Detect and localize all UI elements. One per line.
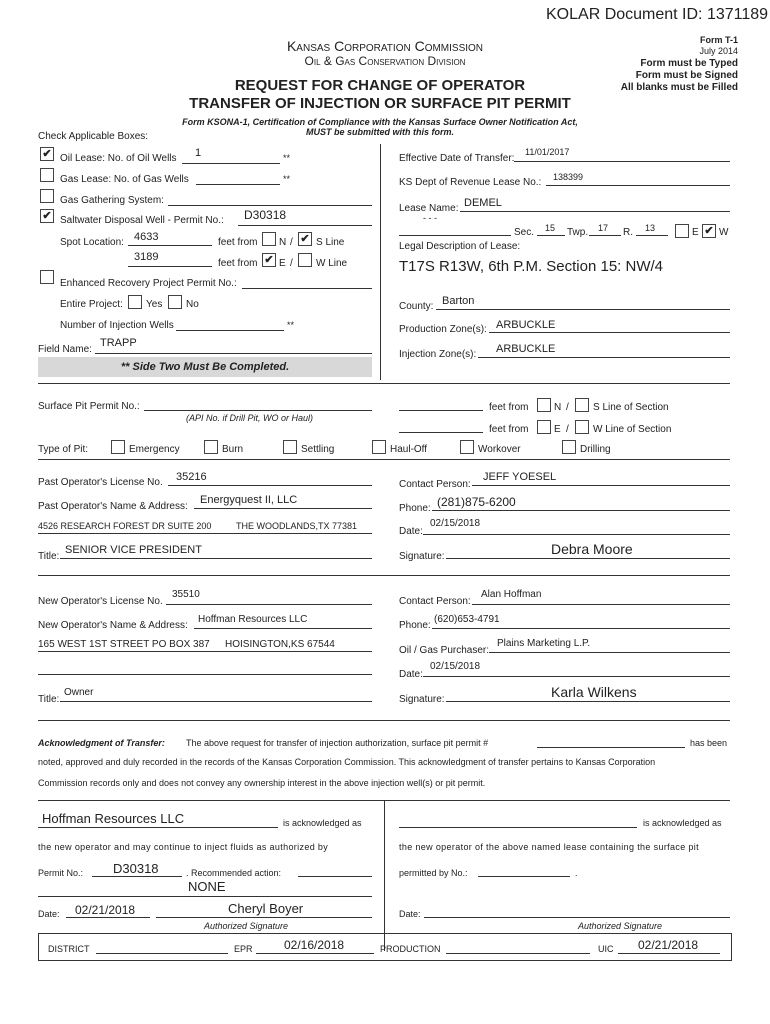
new-license-label: New Operator's License No. xyxy=(38,596,163,607)
pit-north-label: N xyxy=(554,402,562,413)
ack-operator-name[interactable]: Hoffman Resources LLC xyxy=(42,811,185,826)
pit-burn-label: Burn xyxy=(222,444,244,455)
past-phone-value[interactable]: (281)875-6200 xyxy=(437,495,516,509)
pit-east-label: E xyxy=(554,424,561,435)
gas-wells-note: ** xyxy=(283,174,291,184)
new-contact-value[interactable]: Alan Hoffman xyxy=(481,589,542,600)
ack-date-value[interactable]: 02/21/2018 xyxy=(75,903,136,917)
new-city[interactable]: HOISINGTON,KS 67544 xyxy=(225,639,335,650)
township-label: Twp. xyxy=(567,227,589,238)
past-phone-label: Phone: xyxy=(399,503,431,514)
past-signature-label: Signature: xyxy=(399,551,445,562)
field-name-value[interactable]: TRAPP xyxy=(100,337,137,349)
pit-settling-label: Settling xyxy=(301,444,335,455)
purchaser-label: Oil / Gas Purchaser: xyxy=(399,645,490,656)
spot-ew-feet[interactable]: 3189 xyxy=(134,251,159,263)
district-label: DISTRICT xyxy=(48,944,90,954)
gas-lease-checkbox[interactable] xyxy=(40,168,54,182)
pit-hauloff-checkbox[interactable] xyxy=(372,440,386,454)
range-east-checkbox[interactable] xyxy=(675,224,689,238)
past-city[interactable]: THE WOODLANDS,TX 77381 xyxy=(236,521,358,531)
ack-right-text: the new operator of the above named lease containing the surface pit xyxy=(399,842,699,852)
past-contact-label: Contact Person: xyxy=(399,479,471,490)
past-name-label: Past Operator's Name & Address: xyxy=(38,501,188,512)
division-name: Oil & Gas Conservation Division xyxy=(304,54,466,68)
ack-signer[interactable]: Cheryl Boyer xyxy=(228,901,304,916)
new-date-value[interactable]: 02/15/2018 xyxy=(430,661,481,672)
ack-has-been: has been xyxy=(690,738,728,748)
section-divider xyxy=(380,144,381,380)
ack-permit-value[interactable]: D30318 xyxy=(113,861,159,876)
ack-left-text: the new operator and may continue to inject fluids as authorized by xyxy=(38,842,329,852)
oil-lease-label: Oil Lease: No. of Oil Wells xyxy=(60,153,177,164)
east-label: E xyxy=(279,258,286,269)
production-zone-label: Production Zone(s): xyxy=(399,324,487,335)
pit-drilling-checkbox[interactable] xyxy=(562,440,576,454)
side-two-note: ** Side Two Must Be Completed. xyxy=(120,361,290,373)
form-title-2: TRANSFER OF INJECTION OR SURFACE PIT PERMIT xyxy=(189,95,571,112)
injection-wells-label: Number of Injection Wells xyxy=(60,320,174,331)
west-checkbox[interactable] xyxy=(298,253,312,267)
pit-permit-label: Surface Pit Permit No.: xyxy=(38,401,140,412)
section-rule xyxy=(38,720,730,721)
ksona-note-1: Form KSONA-1, Certification of Compliance with the Kansas Surface Owner Notification Act, xyxy=(182,117,578,127)
pit-west-label: W Line of Section xyxy=(593,424,672,435)
ack-text-3: Commission records only and does not convey any ownership interest in the above injection well(s) or pit permit. xyxy=(38,778,486,788)
legal-description-value[interactable]: T17S R13W, 6th P.M. Section 15: NW/4 xyxy=(399,258,664,275)
past-license-label: Past Operator's License No. xyxy=(38,477,163,488)
lease-name-value[interactable]: DEMEL xyxy=(464,197,502,209)
new-phone-value[interactable]: (620)653-4791 xyxy=(434,614,500,625)
pit-north-checkbox[interactable] xyxy=(537,398,551,412)
lease-name-label: Lease Name: xyxy=(399,203,459,214)
effective-date-value[interactable]: 11/01/2017 xyxy=(525,147,570,157)
epr-date[interactable]: 02/16/2018 xyxy=(284,938,345,952)
new-name-value[interactable]: Hoffman Resources LLC xyxy=(198,614,308,625)
ack-date-label: Date: xyxy=(38,909,60,919)
past-date-label: Date: xyxy=(399,526,423,537)
ack-permitted-by-label: permitted by No.: xyxy=(399,868,468,878)
new-license-value[interactable]: 35510 xyxy=(172,589,200,600)
range-west-checkbox[interactable]: ✔ xyxy=(702,224,716,238)
api-note: (API No. if Drill Pit, WO or Haul) xyxy=(186,413,314,423)
pit-emergency-checkbox[interactable] xyxy=(111,440,125,454)
requirement-filled: All blanks must be Filled xyxy=(620,82,738,93)
pit-emergency-label: Emergency xyxy=(129,444,180,455)
gas-lease-label: Gas Lease: No. of Gas Wells xyxy=(60,174,189,185)
north-label: N xyxy=(279,237,287,248)
pit-type-label: Type of Pit: xyxy=(38,444,89,455)
injection-zone-value[interactable]: ARBUCKLE xyxy=(496,343,556,355)
new-date-label: Date: xyxy=(399,669,423,680)
pit-west-checkbox[interactable] xyxy=(575,420,589,434)
pit-feet-from-ns: feet from xyxy=(489,402,529,413)
effective-date-label: Effective Date of Transfer: xyxy=(399,153,515,164)
pit-workover-label: Workover xyxy=(478,444,521,455)
south-checkbox[interactable]: ✔ xyxy=(298,232,312,246)
swd-label: Saltwater Disposal Well - Permit No.: xyxy=(60,215,224,226)
ack-period: . xyxy=(575,868,578,878)
range-label: R. xyxy=(623,227,633,238)
pit-hauloff-label: Haul-Off xyxy=(390,444,428,455)
document-id: KOLAR Document ID: 1371189 xyxy=(546,6,769,23)
ack-recommended-action[interactable]: NONE xyxy=(188,879,226,894)
new-title-value[interactable]: Owner xyxy=(64,687,94,698)
new-address[interactable]: 165 WEST 1ST STREET PO BOX 387 xyxy=(38,639,210,650)
county-value[interactable]: Barton xyxy=(442,295,475,307)
past-address[interactable]: 4526 RESEARCH FOREST DR SUITE 200 xyxy=(38,521,212,531)
slash: / xyxy=(290,258,293,269)
pit-east-checkbox[interactable] xyxy=(537,420,551,434)
check-boxes-label: Check Applicable Boxes: xyxy=(38,131,149,142)
north-checkbox[interactable] xyxy=(262,232,276,246)
past-title-label: Title: xyxy=(38,551,60,562)
no-label: No xyxy=(186,299,199,310)
spot-ns-feet[interactable]: 4633 xyxy=(134,231,159,243)
form-title-1: REQUEST FOR CHANGE OF OPERATOR xyxy=(234,77,526,94)
ksdor-label: KS Dept of Revenue Lease No.: xyxy=(399,177,542,188)
past-license-value[interactable]: 35216 xyxy=(176,471,207,483)
requirement-typed: Form must be Typed xyxy=(640,58,738,69)
township-value[interactable]: 17 xyxy=(598,223,609,233)
erp-label: Enhanced Recovery Project Permit No.: xyxy=(60,278,237,289)
epr-label: EPR xyxy=(234,944,253,954)
past-signature-value[interactable]: Debra Moore xyxy=(551,541,633,557)
west-line-label: W Line xyxy=(316,258,348,269)
entire-project-no-checkbox[interactable] xyxy=(168,295,182,309)
past-title-value[interactable]: SENIOR VICE PRESIDENT xyxy=(65,544,202,556)
new-title-label: Title: xyxy=(38,694,60,705)
pit-south-label: S Line of Section xyxy=(593,402,669,413)
new-signature-label: Signature: xyxy=(399,694,445,705)
form-date: July 2014 xyxy=(699,46,738,56)
entire-project-label: Entire Project: xyxy=(60,299,123,310)
east-checkbox[interactable]: ✔ xyxy=(262,253,276,267)
ksdor-value[interactable]: 138399 xyxy=(553,172,584,182)
new-phone-label: Phone: xyxy=(399,620,431,631)
section-label: Sec. xyxy=(514,227,535,238)
uic-date[interactable]: 02/21/2018 xyxy=(638,938,699,952)
gas-gathering-checkbox[interactable] xyxy=(40,189,54,203)
ack-text-2: noted, approved and duly recorded in the records of the Kansas Corporation Commission. This acknowledgment of transfer pertains to Kansas Corporation xyxy=(38,757,656,767)
ksona-note-2: MUST be submitted with this form. xyxy=(306,127,454,137)
injection-wells-note: ** xyxy=(287,320,295,330)
ack-divider xyxy=(384,801,385,951)
ack-right-date-label: Date: xyxy=(399,909,421,919)
new-name-label: New Operator's Name & Address: xyxy=(38,620,188,631)
legal-description-label: Legal Description of Lease: xyxy=(399,241,521,252)
pit-feet-from-ew: feet from xyxy=(489,424,529,435)
ack-auth-sig-left: Authorized Signature xyxy=(204,921,289,931)
entire-project-yes-checkbox[interactable] xyxy=(128,295,142,309)
gas-gathering-label: Gas Gathering System: xyxy=(60,195,164,206)
spot-location-label: Spot Location: xyxy=(60,237,124,248)
south-line-label: S Line xyxy=(316,237,345,248)
new-signature-value[interactable]: Karla Wilkens xyxy=(551,684,637,700)
swd-permit-no[interactable]: D30318 xyxy=(244,208,287,222)
past-date-value[interactable]: 02/15/2018 xyxy=(430,518,481,529)
form-code: Form T-1 xyxy=(699,35,738,45)
pit-workover-checkbox[interactable] xyxy=(460,440,474,454)
swd-checkbox[interactable]: ✔ xyxy=(40,209,54,223)
range-east-label: E xyxy=(692,227,699,238)
slash: / xyxy=(566,402,569,413)
oil-wells-count[interactable]: 1 xyxy=(195,147,202,159)
section-rule xyxy=(38,383,730,384)
range-value[interactable]: 13 xyxy=(645,223,656,233)
slash: / xyxy=(566,424,569,435)
new-contact-label: Contact Person: xyxy=(399,596,471,607)
oil-lease-checkbox[interactable]: ✔ xyxy=(40,147,54,161)
oil-wells-note: ** xyxy=(283,153,291,163)
feet-from-label: feet from xyxy=(218,258,258,269)
field-name-label: Field Name: xyxy=(38,344,92,355)
pit-settling-checkbox[interactable] xyxy=(283,440,297,454)
purchaser-value[interactable]: Plains Marketing L.P. xyxy=(497,638,591,649)
feet-from-label: feet from xyxy=(218,237,258,248)
requirement-signed: Form must be Signed xyxy=(635,70,738,81)
county-label: County: xyxy=(399,301,434,312)
ack-left-label: is acknowledged as xyxy=(283,818,362,828)
production-zone-value[interactable]: ARBUCKLE xyxy=(496,319,556,331)
production-label: PRODUCTION xyxy=(380,944,441,954)
range-west-label: W xyxy=(719,227,729,238)
agency-name: Kansas Corporation Commission xyxy=(286,38,484,54)
lease-dashes: - - - xyxy=(423,213,437,223)
ack-recommended-label: . Recommended action: xyxy=(186,868,282,878)
section-rule xyxy=(38,575,730,576)
section-rule xyxy=(38,459,730,460)
uic-label: UIC xyxy=(598,944,614,954)
past-name-value[interactable]: Energyquest II, LLC xyxy=(200,494,298,506)
slash: / xyxy=(290,237,293,248)
injection-zone-label: Injection Zone(s): xyxy=(399,349,477,360)
yes-label: Yes xyxy=(146,299,163,310)
erp-checkbox[interactable] xyxy=(40,270,54,284)
past-contact-value[interactable]: JEFF YOESEL xyxy=(483,471,557,483)
ack-heading: Acknowledgment of Transfer: xyxy=(38,738,165,748)
pit-burn-checkbox[interactable] xyxy=(204,440,218,454)
ack-text-1: The above request for transfer of injection authorization, surface pit permit # xyxy=(186,738,489,748)
section-value[interactable]: 15 xyxy=(545,223,556,233)
ack-auth-sig-right: Authorized Signature xyxy=(578,921,663,931)
pit-drilling-label: Drilling xyxy=(580,444,611,455)
ack-permit-label: Permit No.: xyxy=(38,868,84,878)
pit-south-checkbox[interactable] xyxy=(575,398,589,412)
ack-right-label: is acknowledged as xyxy=(643,818,722,828)
